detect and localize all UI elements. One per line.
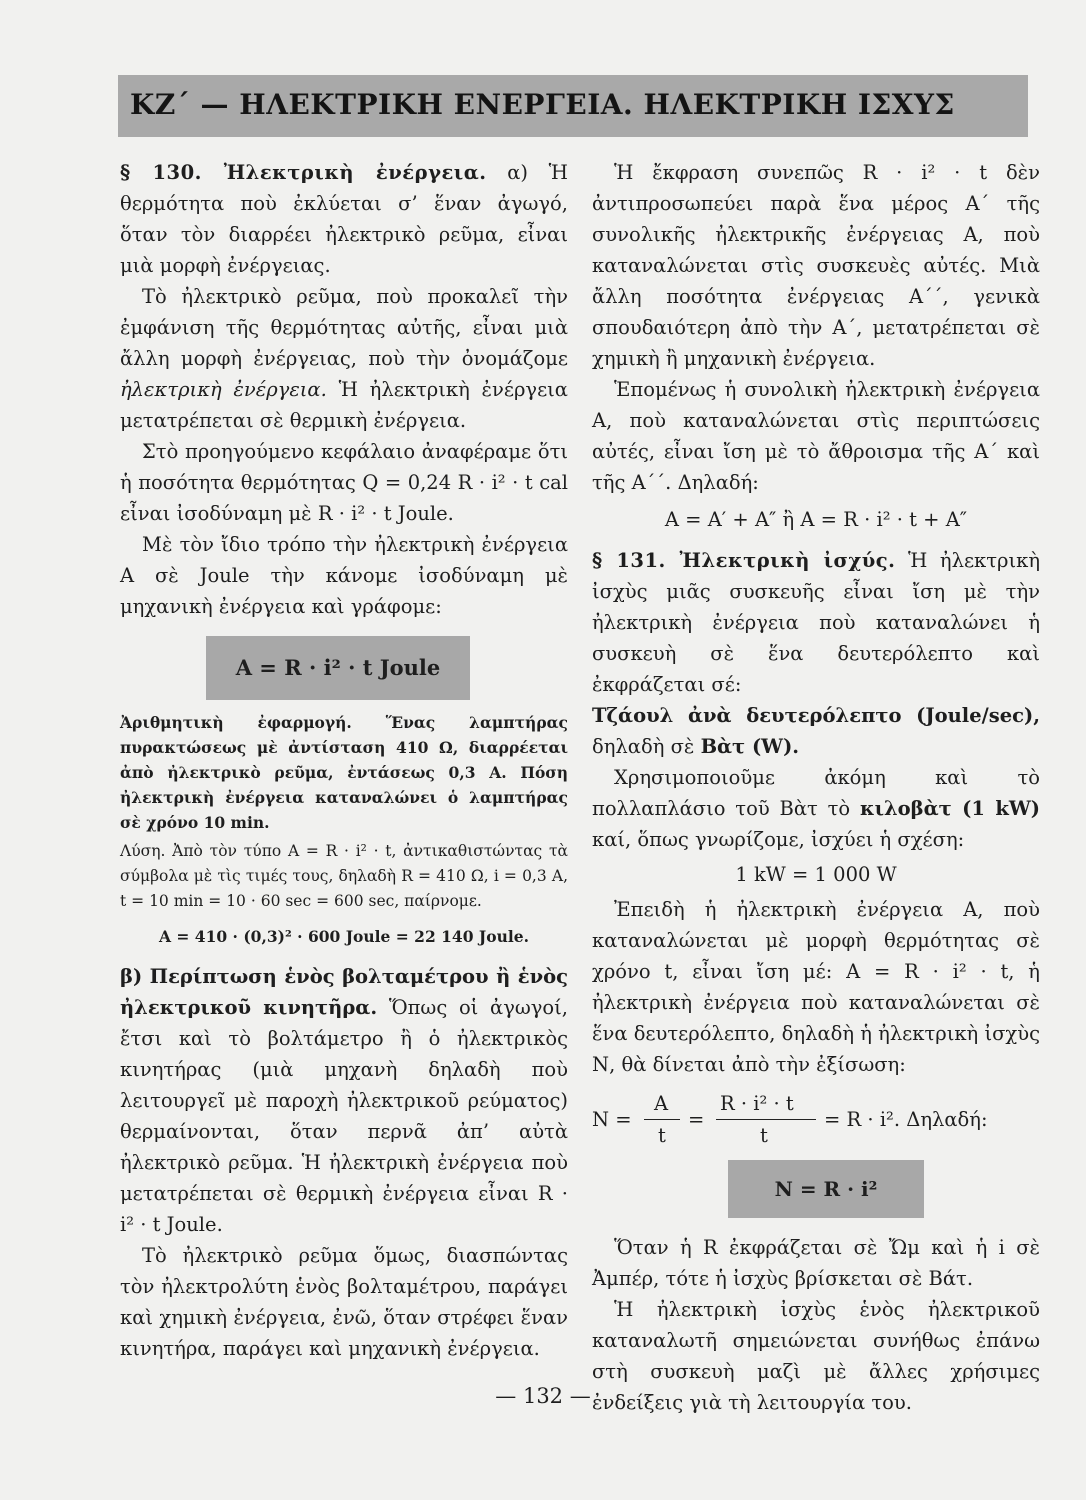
section-131: § 131. Ἠλεκτρικὴ ἰσχύς. Ἡ ἠλεκτρικὴ ἰσχὺς μιᾶς συσκευῆς εἶναι ἴση μὲ τὴν ἠλεκτρικὴ ἐνέργεια ποὺ καταναλώνει ἡ συσκευὴ σὲ ἕνα δευτερόλεπτο καὶ ἐκφράζεται σέ:: [592, 549, 1040, 696]
unit-definition: Τζάουλ ἀνὰ δευτερόλεπτο (Joule/sec), δηλαδὴ σὲ Βὰτ (W).: [592, 704, 1040, 758]
paragraph: Ἡ ἠλεκτρικὴ ἰσχὺς ἑνὸς ἠλεκτρικοῦ καταναλωτῆ σημειώνεται συνήθως ἐπάνω στὴ συσκευὴ μαζὶ μὲ ἄλλες χρήσιμες ἐνδείξεις γιὰ τὴ λειτουργία του.: [592, 1298, 1040, 1414]
paragraph: Ἑπομένως ἡ συνολικὴ ἠλεκτρικὴ ἐνέργεια Α, ποὺ καταναλώνεται στὶς περιπτώσεις αὐτές, εἶναι ἴση μὲ τὸ ἄθροισμα τῆς Α΄ καὶ τῆς Α΄΄. Δηλαδή:: [592, 378, 1040, 494]
subsection-beta: β) Περίπτωση ἑνὸς βολταμέτρου ἢ ἑνὸς ἠλεκτρικοῦ κινητῆρα. Ὅπως οἱ ἀγωγοί, ἔτσι καὶ τὸ βολτάμετρο ἢ ὁ ἠλεκτρικὸς κινητήρας (μιὰ μηχανὴ δηλαδὴ ποὺ λειτουργεῖ μὲ παροχὴ ἠλεκτρικοῦ ρεύματος) θερμαίνονται, ὅταν περνᾶ ἀπ’ αὐτὰ ἠλεκτρικὸ ρεῦμα. Ἡ ἠλεκτρικὴ ἐνέργεια ποὺ μετατρέπεται σὲ θερμικὴ ἐνέργεια εἶναι R · i² · t Joule.: [120, 965, 568, 1236]
example-solution: Λύση. Ἀπὸ τὸν τύπο A = R · i² · t, ἀντικαθιστώντας τὰ σύμβολα μὲ τὶς τιμές τους, δηλαδὴ R = 410 Ω, i = 0,3 A, t = 10 min = 10 · 60 sec = 600 sec, παίρνομε.: [120, 842, 568, 910]
paragraph: Ἡ ἔκφραση συνεπῶς R · i² · t δὲν ἀντιπροσωπεύει παρὰ ἕνα μέρος Α΄ τῆς συνολικῆς ἠλεκτρικῆς ἐνέργειας Α, ποὺ καταναλώνεται στὶς συσκευὲς αὐτές. Μιὰ ἄλλη ποσότητα ἐνέργειας Α΄΄, γενικὰ σπουδαιότερη ἀπὸ τὴν Α΄, μετατρέπεται σὲ χημικὴ ἢ μηχανικὴ ἐνέργεια.: [592, 161, 1040, 370]
paragraph: Ὅταν ἡ R ἐκφράζεται σὲ Ὤμ καὶ ἡ i σὲ Ἀμπέρ, τότε ἡ ἰσχὺς βρίσκεται σὲ Βάτ.: [592, 1236, 1040, 1290]
paragraph: Στὸ προηγούμενο κεφάλαιο ἀναφέραμε ὅτι ἡ ποσότητα θερμότητας Q = 0,24 R · i² · t cal εἶναι ἰσοδύναμη μὲ R · i² · t Joule.: [120, 440, 568, 525]
energy-sum-equation: A = A′ + A″ ἢ A = R · i² · t + A″: [664, 508, 968, 531]
chapter-title: ΚΖ΄ — ΗΛΕΚΤΡΙΚΗ ΕΝΕΡΓΕΙΑ. ΗΛΕΚΤΡΙΚΗ ΙΣΧΥΣ: [130, 88, 955, 121]
power-formula-box: N = R · i²: [728, 1160, 924, 1218]
right-column: [592, 157, 1040, 1418]
numerical-example: [120, 710, 568, 949]
paragraph: Τὸ ἠλεκτρικὸ ρεῦμα ὅμως, διασπώντας τὸν ἠλεκτρολύτη ἑνὸς βολταμέτρου, παράγει καὶ χημικὴ ἐνέργεια, ἐνῶ, ὅταν στρέφει ἕναν κινητήρα, παράγει καὶ μηχανικὴ ἐνέργεια.: [120, 1244, 568, 1360]
paragraph: Ἐπειδὴ ἡ ἠλεκτρικὴ ἐνέργεια Α, ποὺ καταναλώνεται μὲ μορφὴ θερμότητας σὲ χρόνο t, εἶναι ἴση μέ: A = R · i² · t, ἡ ἠλεκτρικὴ ἐνέργεια ποὺ καταναλώνεται σὲ ἕνα δευτερόλεπτο, δηλαδὴ ἡ ἠλεκτρικὴ ἰσχὺς Ν, θὰ δίνεται ἀπὸ τὴν ἐξίσωση:: [592, 898, 1040, 1076]
subsection-beta-heading: β) Περίπτωση ἑνὸς βολταμέτρου ἢ ἑνὸς ἠλεκτρικοῦ κινητῆρα.: [120, 965, 568, 1019]
section-130: § 130. Ἠλεκτρικὴ ἐνέργεια. α) Ἡ θερμότητα ποὺ ἐκλύεται σ’ ἕναν ἀγωγό, ὅταν τὸν διαρρέει ἠλεκτρικὸ ρεῦμα, εἶναι μιὰ μορφὴ ἐνέργειας.: [120, 161, 568, 277]
left-column: [120, 157, 568, 1364]
section-131-heading: § 131. Ἠλεκτρικὴ ἰσχύς.: [592, 549, 896, 572]
energy-formula-box: A = R · i² · t Joule: [206, 636, 470, 700]
example-result: A = 410 · (0,3)² · 600 Joule = 22 140 Joule.: [159, 927, 529, 946]
paragraph: Χρησιμοποιοῦμε ἀκόμη καὶ τὸ πολλαπλάσιο τοῦ Βὰτ τὸ κιλοβὰτ (1 kW) καί, ὅπως γνωρίζομε, ἰσχύει ἡ σχέση:: [592, 766, 1040, 851]
section-130-heading: § 130. Ἠλεκτρικὴ ἐνέργεια.: [120, 161, 487, 184]
italic-term: ἠλεκτρικὴ ἐνέργεια.: [120, 378, 327, 401]
paragraph: Μὲ τὸν ἴδιο τρόπο τὴν ἠλεκτρικὴ ἐνέργεια Α σὲ Joule τὴν κάνομε ἰσοδύναμη μὲ μηχανικὴ ἐνέργεια καὶ γράφομε:: [120, 533, 568, 618]
kilowatt-equation: 1 kW = 1 000 W: [735, 863, 897, 886]
example-statement: Ἀριθμητικὴ ἐφαρμογή. Ἕνας λαμπτήρας πυρακτώσεως μὲ ἀντίσταση 410 Ω, διαρρέεται ἀπὸ ἠλεκτρικὸ ρεῦμα, ἐντάσεως 0,3 Α. Πόση ἠλεκτρικὴ ἐνέργεια καταναλώνει ὁ λαμπτήρας σὲ χρόνο 10 min.: [120, 713, 568, 832]
page-number: — 132 —: [495, 1384, 591, 1408]
paragraph: Τὸ ἠλεκτρικὸ ρεῦμα, ποὺ προκαλεῖ τὴν ἐμφάνιση τῆς θερμότητας αὐτῆς, εἶναι μιὰ ἄλλη μορφὴ ἐνέργειας, ποὺ τὴν ὀνομάζομε ἠλεκτρικὴ ἐνέργεια. Ἡ ἠλεκτρικὴ ἐνέργεια μετατρέπεται σὲ θερμικὴ ἐνέργεια.: [120, 285, 568, 432]
power-equation: N = A t = R · i² · t t = R · i². Δηλαδή:: [592, 1092, 988, 1147]
